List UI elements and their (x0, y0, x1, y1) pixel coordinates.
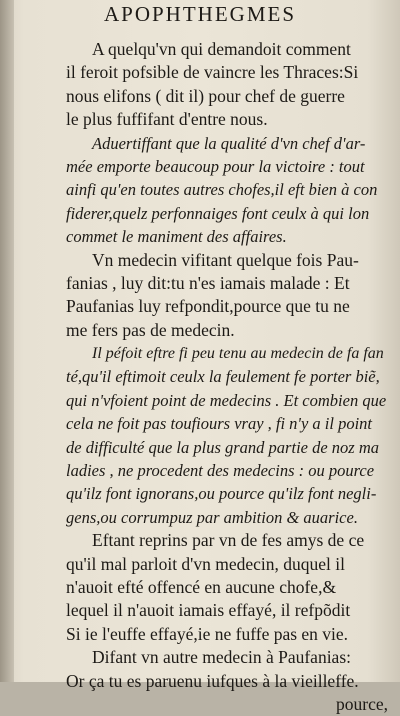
text-line: Or ça tu es paruenu iufques à la vieilleffe. (66, 670, 359, 691)
text-line: lequel il n'auoit iamais effayé, il refpõdit (66, 600, 351, 621)
text-line: le plus fuffifant d'entre nous. (66, 109, 268, 130)
text-line: commet le maniment des affaires. (66, 227, 287, 247)
text-line: qu'ilz font ignorans,ou pource qu'ilz font negli- (66, 484, 377, 504)
text-line: qu'il mal parloit d'vn medecin, duquel il (66, 553, 345, 574)
text-line: Eftant reprins par vn de fes amys de ce (92, 530, 365, 551)
text-line: fanias , luy dit:tu n'es iamais malade : Et (66, 272, 350, 293)
text-line: Aduertiffant que la qualité d'vn chef d'ar- (92, 133, 366, 153)
text-line: Vn medecin vifitant quelque fois Pau- (92, 249, 359, 270)
text-line: cela ne foit pas toufiours vray , fi n'y a il point (66, 414, 372, 434)
running-header: APOPHTHEGMES (103, 2, 297, 26)
text-line: de difficulté que la plus grand partie de noz ma (66, 437, 380, 457)
text-line: gens,ou corrumpuz par ambition & auarice. (66, 507, 358, 527)
text-line: ainfi qu'en toutes autres chofes,il eft bien à con (66, 180, 378, 200)
text-line: Difant vn autre medecin à Paufanias: (92, 647, 351, 668)
text-line: Paufanias luy refpondit,pource que tu ne (66, 296, 350, 317)
text-line: A quelqu'vn qui demandoit comment (92, 39, 351, 59)
text-line: qui n'vfoient point de medecins . Et combien que (66, 390, 387, 410)
text-line: mée emporte beaucoup pour la victoire : tout (66, 156, 365, 176)
catchword: pource, (336, 693, 388, 714)
text-line: me fers pas de medecin. (66, 319, 235, 340)
text-line: fiderer,quelz perfonnaiges font ceulx à qui lon (66, 203, 370, 223)
page-gutter (0, 0, 14, 682)
text-line: n'auoit efté offencé en aucune chofe,& (66, 576, 337, 597)
text-line: ladies , ne procedent des medecins : ou pource (66, 461, 375, 481)
text-line: nous elifons ( dit il) pour chef de guerre (66, 85, 345, 106)
text-line: té,qu'il eftimoit ceulx la feulement fe porter biẽ, (66, 367, 380, 387)
text-line: Si ie l'euffe effayé,ie ne fuffe pas en vie. (66, 623, 349, 644)
page-text (66, 38, 388, 716)
text-line: Il péfoit eftre fi peu tenu au medecin de fa fan (92, 345, 384, 363)
text-line: il feroit pofsible de vaincre les Thraces:Si (66, 62, 359, 83)
